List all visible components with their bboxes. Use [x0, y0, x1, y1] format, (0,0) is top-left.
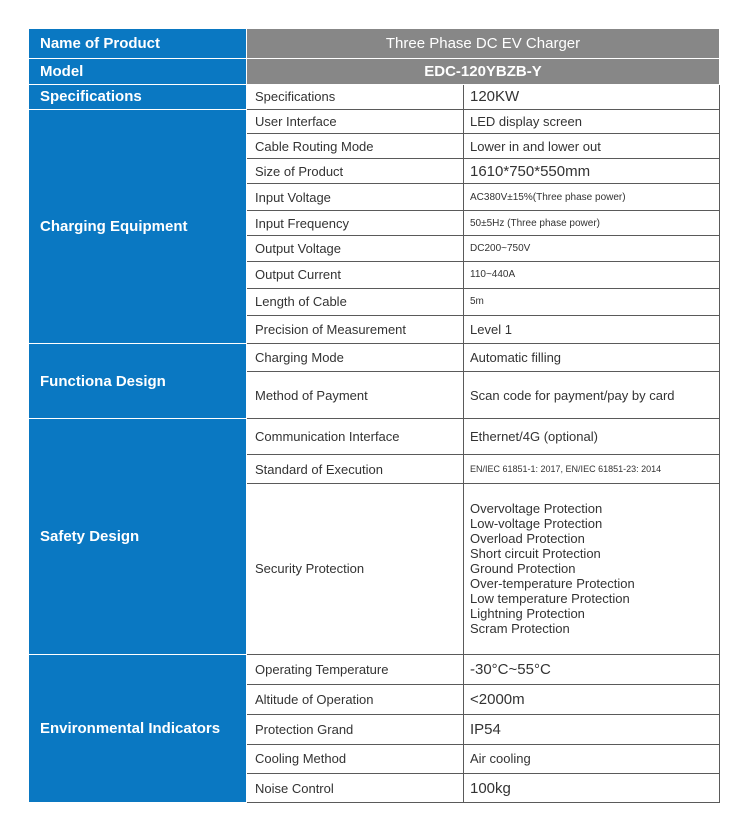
row-label: Precision of Measurement: [247, 316, 464, 344]
row-value: Automatic filling: [464, 343, 720, 372]
row-value: EN/IEC 61851-1: 2017, EN/IEC 61851-23: 2014: [464, 455, 720, 484]
row-value: Ethernet/4G (optional): [464, 419, 720, 455]
security-protection-list: [464, 483, 720, 654]
row-label: Cable Routing Mode: [247, 134, 464, 159]
row-label: Output Voltage: [247, 236, 464, 262]
row-label: Output Current: [247, 262, 464, 289]
table-row: [29, 343, 720, 372]
spec-table: [28, 28, 720, 803]
security-label: Security Protection: [247, 483, 464, 654]
list-item: Overvoltage Protection: [470, 501, 603, 517]
row-label: Length of Cable: [247, 288, 464, 316]
spec-row: [29, 85, 720, 110]
product-value: Three Phase DC EV Charger: [247, 29, 720, 59]
table-row: [29, 419, 720, 455]
row-label: Charging Mode: [247, 343, 464, 372]
model-label: Model: [29, 58, 247, 85]
row-label: Input Frequency: [247, 210, 464, 236]
row-label: Noise Control: [247, 774, 464, 803]
row-label: Standard of Execution: [247, 455, 464, 484]
list-item: Low-voltage Protection: [470, 516, 603, 532]
list-item: Scram Protection: [470, 621, 570, 637]
product-row: [29, 29, 720, 59]
list-item: Short circuit Protection: [470, 546, 601, 562]
spec-value: 120KW: [464, 85, 720, 110]
list-item: Low temperature Protection: [470, 591, 630, 607]
row-label: Altitude of Operation: [247, 685, 464, 715]
row-value: IP54: [464, 714, 720, 744]
row-value: 110~440A: [464, 262, 720, 289]
row-value: 50±5Hz (Three phase power): [464, 210, 720, 236]
section-title-functional: Functiona Design: [29, 343, 247, 419]
spec-label: Specifications: [29, 85, 247, 110]
product-label: Name of Product: [29, 29, 247, 59]
row-value: -30°C~55°C: [464, 654, 720, 685]
section-title-charging: Charging Equipment: [29, 109, 247, 343]
row-value: 100kg: [464, 774, 720, 803]
row-value: 1610*750*550mm: [464, 158, 720, 184]
row-label: Input Voltage: [247, 184, 464, 211]
row-value: AC380V±15%(Three phase power): [464, 184, 720, 211]
row-value: <2000m: [464, 685, 720, 715]
model-row: [29, 58, 720, 85]
model-value: EDC-120YBZB-Y: [247, 58, 720, 85]
spec-key: Specifications: [247, 85, 464, 110]
list-item: Lightning Protection: [470, 606, 585, 622]
row-value: Lower in and lower out: [464, 134, 720, 159]
row-value: Air cooling: [464, 744, 720, 774]
row-label: Method of Payment: [247, 372, 464, 419]
row-label: Operating Temperature: [247, 654, 464, 685]
list-item: Overload Protection: [470, 531, 585, 547]
list-item: Over-temperature Protection: [470, 576, 635, 592]
row-label: Communication Interface: [247, 419, 464, 455]
section-title-environmental: Environmental Indicators: [29, 654, 247, 802]
row-value: Level 1: [464, 316, 720, 344]
row-label: Protection Grand: [247, 714, 464, 744]
list-item: Ground Protection: [470, 561, 576, 577]
row-value: 5m: [464, 288, 720, 316]
row-value: Scan code for payment/pay by card: [464, 372, 720, 419]
section-title-safety: Safety Design: [29, 419, 247, 654]
row-label: User Interface: [247, 109, 464, 134]
row-value: DC200~750V: [464, 236, 720, 262]
row-value: LED display screen: [464, 109, 720, 134]
row-label: Cooling Method: [247, 744, 464, 774]
row-label: Size of Product: [247, 158, 464, 184]
table-row: [29, 654, 720, 685]
table-row: [29, 109, 720, 134]
